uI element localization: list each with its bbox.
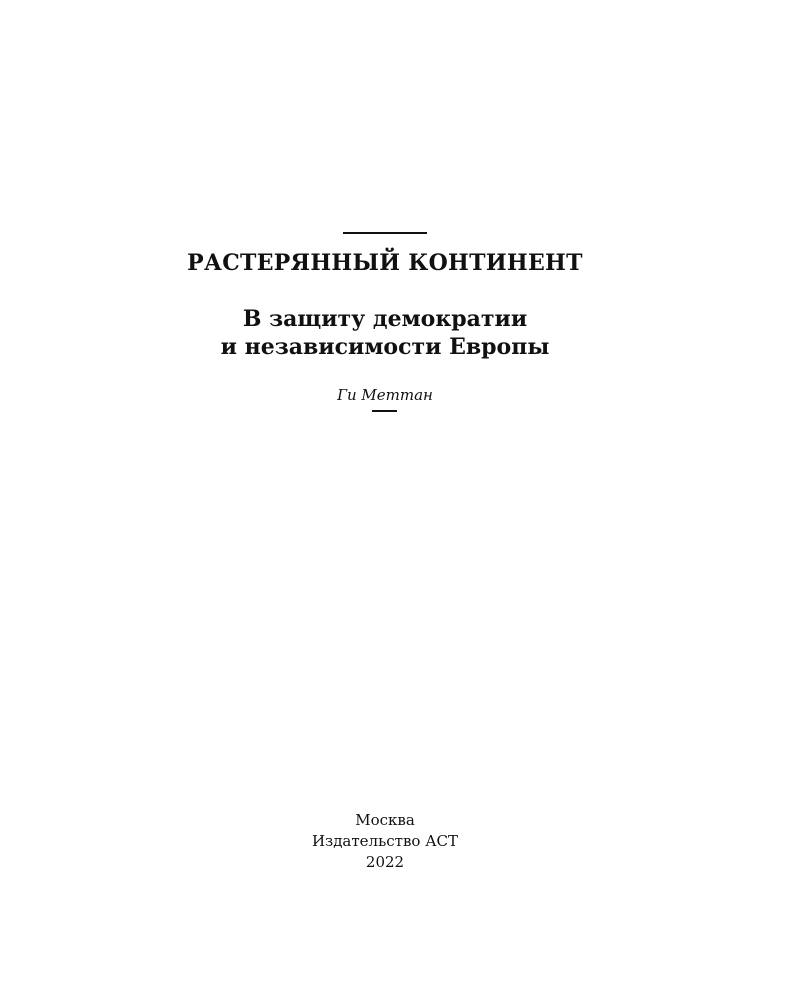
bottom-rule xyxy=(372,410,397,412)
book-subtitle xyxy=(0,305,770,361)
subtitle-line-2: и независимости Европы xyxy=(220,334,550,360)
imprint xyxy=(0,810,770,873)
subtitle-line-1: В защиту демократии xyxy=(242,306,528,332)
top-rule xyxy=(343,232,427,234)
author-name: Ги Меттан xyxy=(337,386,433,404)
imprint-year: 2022 xyxy=(365,853,405,871)
imprint-publisher: Издательство АСТ xyxy=(311,832,459,850)
book-title: РАСТЕРЯННЫЙ КОНТИНЕНТ xyxy=(187,250,583,276)
imprint-city: Москва xyxy=(355,811,415,829)
